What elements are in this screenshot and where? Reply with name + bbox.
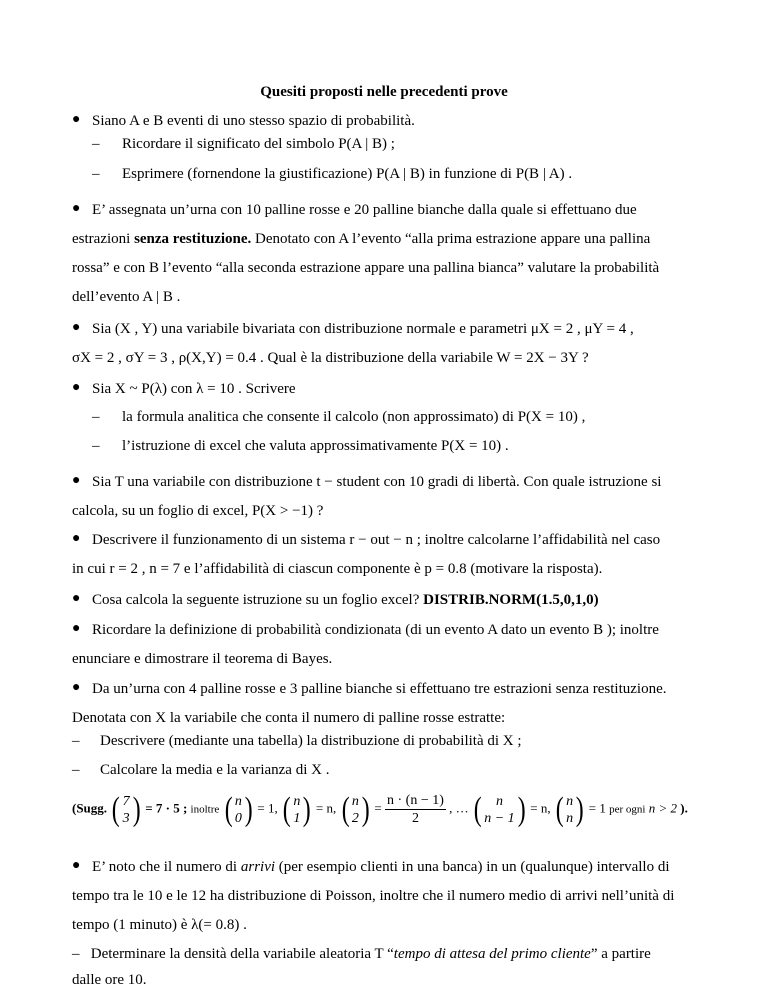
question-10-sub-1: – Determinare la densità della variabile aleatoria T “tempo di attesa del primo cliente” a partire [72,946,651,962]
bullet-icon: ● [72,201,81,216]
question-4-text: Sia X ~ P(λ) con λ = 10 . Scrivere [92,381,296,397]
question-10-line-1: E’ noto che il numero di arrivi (per esempio clienti in una banca) in un (qualunque) intervallo di [92,859,670,875]
question-1-sub-1: Ricordare il significato del simbolo P(A | B) ; [122,136,395,152]
question-10-sub-1-cont: dalle ore 10. [72,972,147,988]
binomial-coefficient: ( n 1 ) [282,790,311,828]
question-2-line-2: estrazioni senza restituzione. Denotato con A l’evento “alla prima estrazione appare una pallina [72,231,651,247]
hint-label: (Sugg. [72,800,108,816]
binomial-coefficient: ( n n ) [555,790,584,828]
question-6-line-2: in cui r = 2 , n = 7 e l’affidabilità di ciascun componente è p = 0.8 (motivare la risposta). [72,561,603,577]
question-4-sub-1: la formula analitica che consente il calcolo (non approssimato) di P(X = 10) , [122,409,586,425]
dash-icon: – [72,946,91,962]
bullet-icon: ● [72,591,81,606]
dash-icon: – [92,166,100,182]
bullet-icon: ● [72,473,81,488]
dash-icon: – [92,136,100,152]
excel-formula: DISTRIB.NORM(1.5,0,1,0) [423,592,599,608]
bullet-icon: ● [72,680,81,695]
question-7-text: Cosa calcola la seguente istruzione su un foglio excel? DISTRIB.NORM(1.5,0,1,0) [92,592,599,608]
binomial-coefficient: ( n n − 1 ) [473,790,526,828]
question-8-line-2: enunciare e dimostrare il teorema di Bayes. [72,651,333,667]
dash-icon: – [92,438,100,454]
question-6-line-1: Descrivere il funzionamento di un sistema r − out − n ; inoltre calcolarne l’affidabilità nel caso [92,532,661,548]
question-9-line-2: Denotata con X la variabile che conta il numero di palline rosse estratte: [72,710,506,726]
question-3-line-2: σX = 2 , σY = 3 , ρ(X,Y) = 0.4 . Qual è la distribuzione della variabile W = 2X − 3Y ? [72,350,589,366]
question-8-line-1: Ricordare la definizione di probabilità condizionata (di un evento A dato un evento B ); inoltre [92,622,659,638]
question-9-sub-1: Descrivere (mediante una tabella) la distribuzione di probabilità di X ; [100,733,522,749]
question-5-line-2: calcola, su un foglio di excel, P(X > −1) ? [72,503,324,519]
question-2-line-3: rossa” e con B l’evento “alla seconda estrazione appare una pallina bianca” valutare la probabilità [72,260,660,276]
question-10-line-3: tempo (1 minuto) è λ(= 0.8) . [72,917,247,933]
question-1-sub-2: Esprimere (fornendone la giustificazione) P(A | B) in funzione di P(B | A) . [122,166,573,182]
question-9-sub-2: Calcolare la media e la varianza di X . [100,762,330,778]
dash-icon: – [92,409,100,425]
question-5-line-1: Sia T una variabile con distribuzione t − student con 10 gradi di libertà. Con quale istruzione si [92,474,662,490]
fraction: $\frac{n \cdot (n - 1)}{2}$ [387,793,444,826]
hint-formula: (Sugg. ( 7 3 ) = 7 · 5 ; inoltre ( n 0 ) = 1, ( n 1 ) = n, ( n 2 ) = $\frac{n \cdot (n - 1)}{2}$ , … ( n n − 1 ) = n, ( n n ) = 1 per ogni n > 2 ). [72,790,688,828]
dash-icon: – [72,762,80,778]
bullet-icon: ● [72,621,81,636]
question-4-sub-2: l’istruzione di excel che valuta approssimativamente P(X = 10) . [122,438,509,454]
bullet-icon: ● [72,858,81,873]
question-3-line-1: Sia (X , Y) una variabile bivariata con distribuzione normale e parametri μX = 2 , μY = 4 , [92,321,634,337]
binomial-coefficient: ( n 2 ) [341,790,370,828]
bullet-icon: ● [72,320,81,335]
question-1-text: Siano A e B eventi di uno stesso spazio di probabilità. [92,113,415,129]
question-2-line-1: E’ assegnata un’urna con 10 palline rosse e 20 palline bianche dalla quale si effettuano due [92,202,637,218]
question-10-line-2: tempo tra le 10 e le 12 ha distribuzione di Poisson, inoltre che il numero medio di arrivi nell’unità di [72,888,675,904]
question-2-line-4: dell’evento A | B . [72,289,181,305]
page-title: Quesiti proposti nelle precedenti prove [260,84,508,100]
dash-icon: – [72,733,80,749]
binomial-coefficient: ( 7 3 ) [111,790,141,828]
binomial-coefficient: ( n 0 ) [224,790,253,828]
bullet-icon: ● [72,112,81,127]
question-9-line-1: Da un’urna con 4 palline rosse e 3 palline bianche si effettuano tre estrazioni senza restituzione. [92,681,667,697]
bullet-icon: ● [72,531,81,546]
bullet-icon: ● [72,380,81,395]
